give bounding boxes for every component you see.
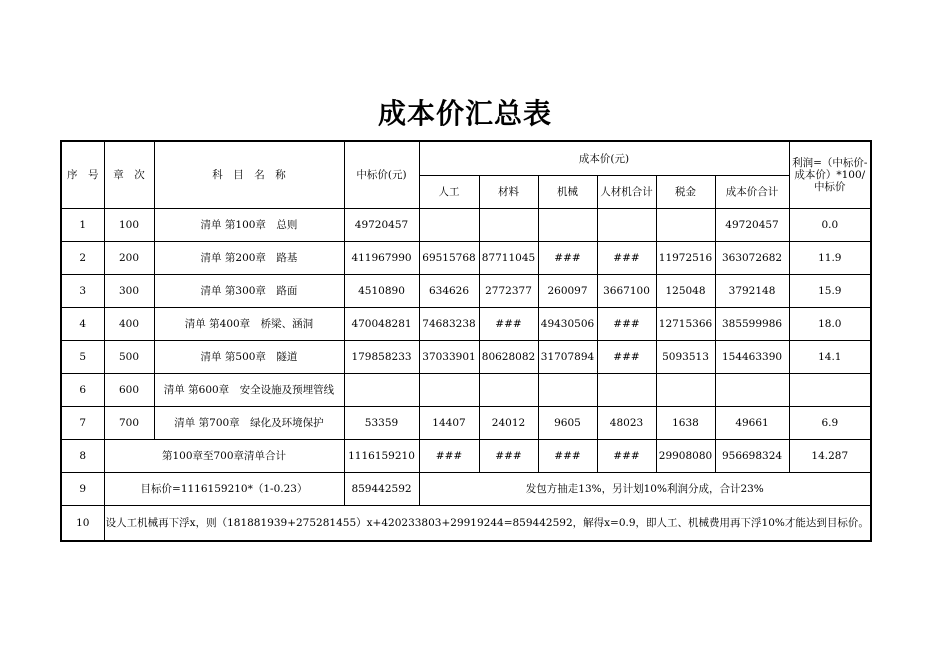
cell-seq: 6 — [61, 374, 104, 407]
total-cost: 956698324 — [715, 440, 789, 473]
cell-combined — [597, 209, 656, 242]
cell-labor: 37033901 — [419, 341, 479, 374]
total-labor: ### — [419, 440, 479, 473]
cell-seq: 1 — [61, 209, 104, 242]
cell-seq: 9 — [61, 473, 104, 506]
assumption-text: 设人工机械再下浮x，则（181881939+275281455）x+420233803+29919244=859442592，解得x=0.9，即人工、机械费用再下浮10%才能达到目标价。 — [104, 506, 871, 542]
total-row — [61, 440, 871, 473]
cell-subject: 清单 第700章 绿化及环境保护 — [154, 407, 344, 440]
cell-chapter: 200 — [104, 242, 154, 275]
cell-machinery: 260097 — [538, 275, 597, 308]
cell-seq: 7 — [61, 407, 104, 440]
cell-labor: 14407 — [419, 407, 479, 440]
cell-subject: 清单 第500章 隧道 — [154, 341, 344, 374]
cell-cost: 49720457 — [715, 209, 789, 242]
table-row — [61, 308, 871, 341]
target-row — [61, 473, 871, 506]
target-note: 发包方抽走13%，另计划10%利润分成，合计23% — [419, 473, 871, 506]
cell-profit: 18.0 — [789, 308, 871, 341]
cell-seq: 5 — [61, 341, 104, 374]
cell-tax: 1638 — [656, 407, 715, 440]
cell-chapter: 700 — [104, 407, 154, 440]
cell-cost — [715, 374, 789, 407]
total-combined: ### — [597, 440, 656, 473]
cell-material: 80628082 — [479, 341, 538, 374]
cell-cost: 3792148 — [715, 275, 789, 308]
cell-tax — [656, 209, 715, 242]
header-combined: 人材机合计 — [597, 176, 656, 209]
table-row — [61, 209, 871, 242]
cell-subject: 清单 第600章 安全设施及预埋管线 — [154, 374, 344, 407]
total-machinery: ### — [538, 440, 597, 473]
cell-chapter: 600 — [104, 374, 154, 407]
cell-combined — [597, 374, 656, 407]
cell-labor — [419, 209, 479, 242]
header-bid-price: 中标价(元) — [344, 141, 419, 209]
cost-summary-table — [60, 140, 872, 542]
total-profit: 14.287 — [789, 440, 871, 473]
total-tax: 29908080 — [656, 440, 715, 473]
cell-cost: 154463390 — [715, 341, 789, 374]
cell-material: 87711045 — [479, 242, 538, 275]
cell-seq: 10 — [61, 506, 104, 542]
cell-chapter: 100 — [104, 209, 154, 242]
cell-profit: 6.9 — [789, 407, 871, 440]
cell-bid: 470048281 — [344, 308, 419, 341]
header-subject: 科 目 名 称 — [154, 141, 344, 209]
cell-subject: 清单 第300章 路面 — [154, 275, 344, 308]
cell-bid: 4510890 — [344, 275, 419, 308]
cell-bid: 53359 — [344, 407, 419, 440]
cell-machinery — [538, 209, 597, 242]
table-row — [61, 242, 871, 275]
cell-cost: 363072682 — [715, 242, 789, 275]
cell-profit — [789, 374, 871, 407]
cell-combined: ### — [597, 242, 656, 275]
assumption-row — [61, 506, 871, 542]
table-row — [61, 374, 871, 407]
table-row — [61, 341, 871, 374]
header-row-1 — [61, 141, 871, 176]
cell-tax: 125048 — [656, 275, 715, 308]
cell-profit: 14.1 — [789, 341, 871, 374]
cell-combined: 3667100 — [597, 275, 656, 308]
header-labor: 人工 — [419, 176, 479, 209]
cell-labor — [419, 374, 479, 407]
cell-labor: 74683238 — [419, 308, 479, 341]
cell-bid: 49720457 — [344, 209, 419, 242]
cell-combined: ### — [597, 341, 656, 374]
cell-profit: 0.0 — [789, 209, 871, 242]
cell-bid — [344, 374, 419, 407]
total-label: 第100章至700章清单合计 — [104, 440, 344, 473]
total-bid: 1116159210 — [344, 440, 419, 473]
cell-machinery: 49430506 — [538, 308, 597, 341]
table-row — [61, 275, 871, 308]
total-material: ### — [479, 440, 538, 473]
target-label: 目标价=1116159210*（1-0.23） — [104, 473, 344, 506]
cell-bid: 179858233 — [344, 341, 419, 374]
cell-profit: 11.9 — [789, 242, 871, 275]
cell-seq: 8 — [61, 440, 104, 473]
cell-machinery — [538, 374, 597, 407]
cell-material: ### — [479, 308, 538, 341]
cell-material: 2772377 — [479, 275, 538, 308]
header-cost-price: 成本价(元) — [419, 141, 789, 176]
header-chapter: 章 次 — [104, 141, 154, 209]
header-seq: 序 号 — [61, 141, 104, 209]
cell-material: 24012 — [479, 407, 538, 440]
cell-seq: 3 — [61, 275, 104, 308]
header-material: 材料 — [479, 176, 538, 209]
table-row — [61, 407, 871, 440]
cell-seq: 4 — [61, 308, 104, 341]
cell-machinery: ### — [538, 242, 597, 275]
cell-tax: 12715366 — [656, 308, 715, 341]
header-profit: 利润=（中标价-成本价）*100/中标价 — [789, 141, 871, 209]
cell-chapter: 300 — [104, 275, 154, 308]
cell-labor: 634626 — [419, 275, 479, 308]
cell-bid: 411967990 — [344, 242, 419, 275]
cell-material — [479, 374, 538, 407]
header-cost-total: 成本价合计 — [715, 176, 789, 209]
cell-subject: 清单 第100章 总则 — [154, 209, 344, 242]
cell-seq: 2 — [61, 242, 104, 275]
cell-subject: 清单 第200章 路基 — [154, 242, 344, 275]
cell-machinery: 9605 — [538, 407, 597, 440]
header-machinery: 机械 — [538, 176, 597, 209]
cell-chapter: 400 — [104, 308, 154, 341]
cell-tax: 5093513 — [656, 341, 715, 374]
header-tax: 税金 — [656, 176, 715, 209]
cell-material — [479, 209, 538, 242]
cell-labor: 69515768 — [419, 242, 479, 275]
cell-tax: 11972516 — [656, 242, 715, 275]
cell-combined: ### — [597, 308, 656, 341]
cell-cost: 49661 — [715, 407, 789, 440]
page-title: 成本价汇总表 — [377, 97, 552, 130]
cell-combined: 48023 — [597, 407, 656, 440]
cell-tax — [656, 374, 715, 407]
cell-chapter: 500 — [104, 341, 154, 374]
cell-cost: 385599986 — [715, 308, 789, 341]
cell-machinery: 31707894 — [538, 341, 597, 374]
target-value: 859442592 — [344, 473, 419, 506]
cell-profit: 15.9 — [789, 275, 871, 308]
cell-subject: 清单 第400章 桥梁、涵洞 — [154, 308, 344, 341]
